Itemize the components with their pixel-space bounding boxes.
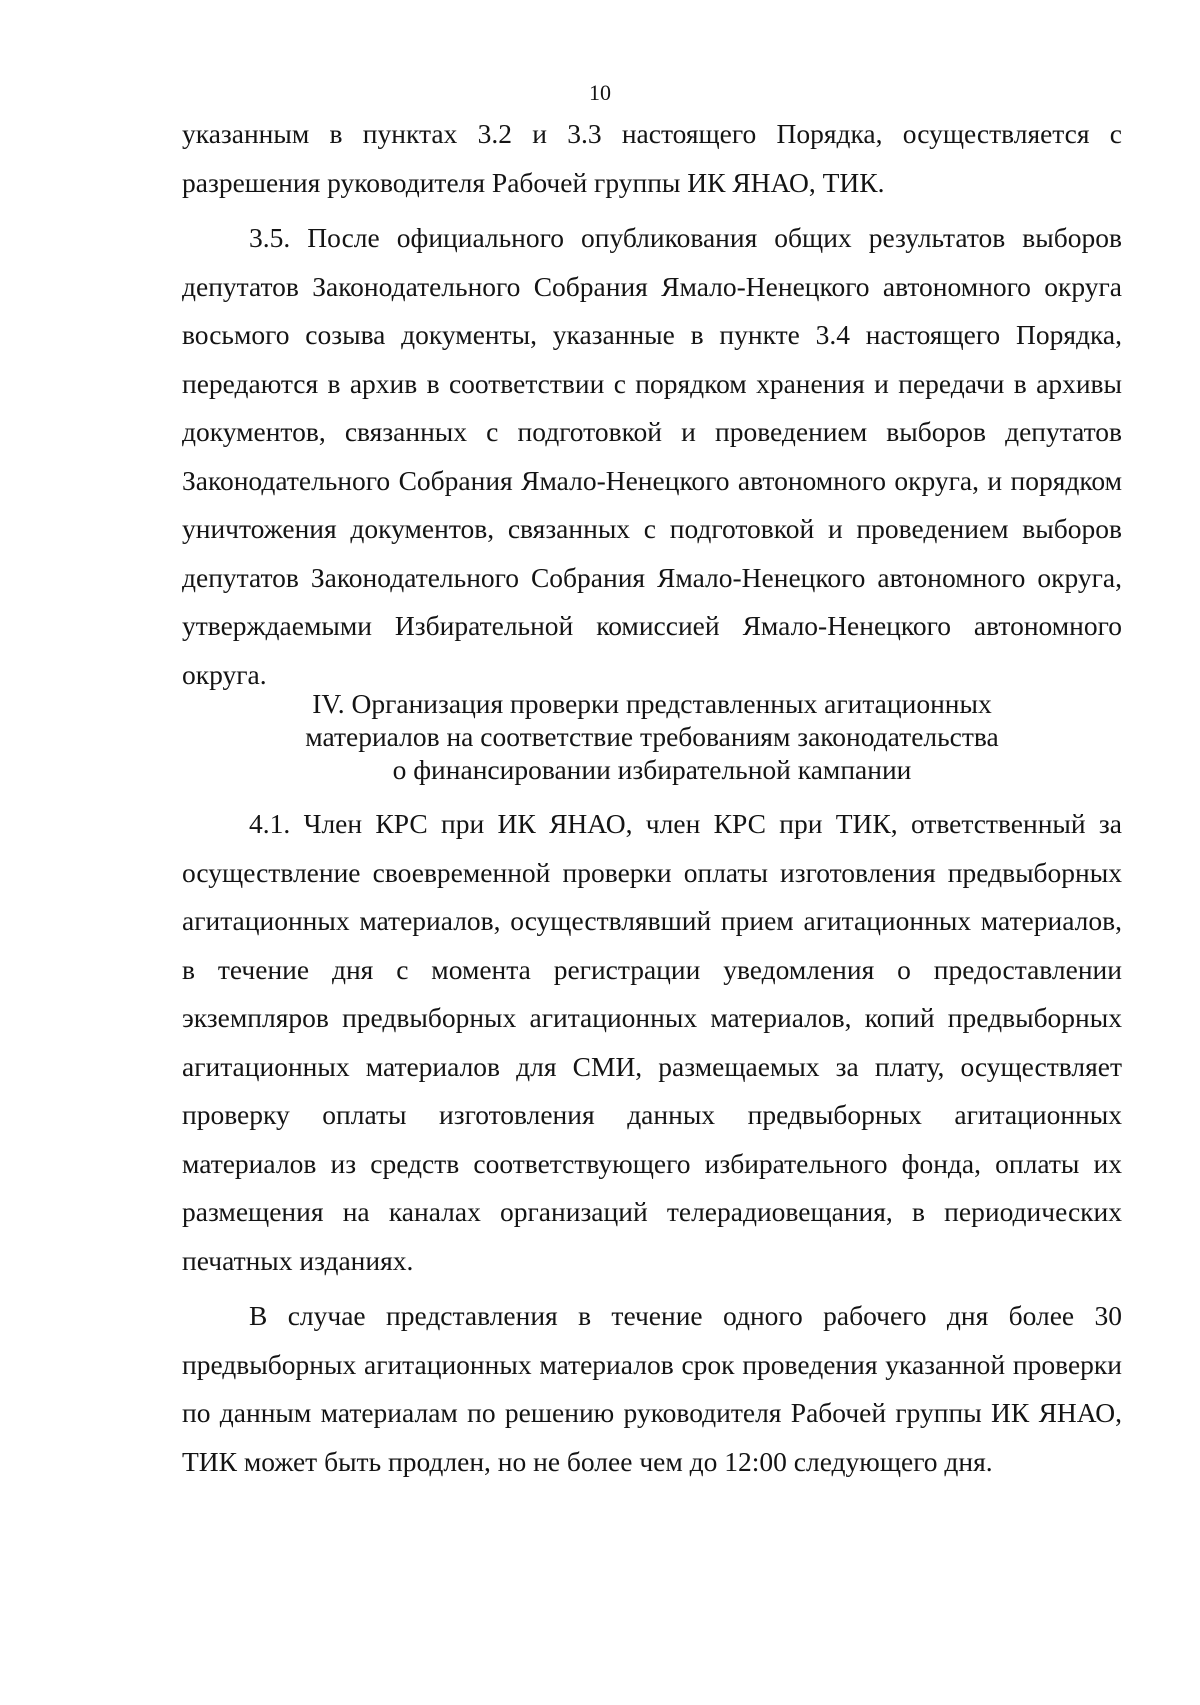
section-4-text — [182, 800, 1122, 1486]
section-heading — [182, 687, 1122, 786]
section-heading-line-3: о финансировании избирательной кампании — [392, 754, 912, 785]
section-heading-line-2: материалов на соответствие требованиям законодательства — [305, 721, 999, 752]
paragraph-4-1: 4.1. Член КРС при ИК ЯНАО, член КРС при ТИК, ответственный за осуществление своевременной проверки оплаты изготовления предвыборных агитационных материалов, осуществлявший прием агитационных материалов, в течение дня с момента регистрации уведомления о предоставлении экземпляров предвыборных агитационных материалов, копий предвыборных агитационных материалов для СМИ, размещаемых за плату, осуществляет проверку оплаты изготовления данных предвыборных агитационных материалов из средств соответствующего избирательного фонда, оплаты их размещения на каналах организаций телерадиовещания, в периодических печатных изданиях. — [182, 808, 1122, 1276]
paragraph-continuation: указанным в пунктах 3.2 и 3.3 настоящего Порядка, осуществляется с разрешения руководителя Рабочей группы ИК ЯНАО, ТИК. — [182, 118, 1122, 198]
paragraph-3-5: 3.5. После официального опубликования общих результатов выборов депутатов Законодательного Собрания Ямало-Ненецкого автономного округа восьмого созыва документы, указанные в пункте 3.4 настоящего Порядка, передаются в архив в соответствии с порядком хранения и передачи в архивы документов, связанных с подготовкой и проведением выборов депутатов Законодательного Собрания Ямало-Ненецкого автономного округа, и порядком уничтожения документов, связанных с подготовкой и проведением выборов депутатов Законодательного Собрания Ямало-Ненецкого автономного округа, утверждаемыми Избирательной комиссией Ямало-Ненецкого автономного округа. — [182, 222, 1122, 690]
page-number: 10 — [589, 80, 611, 105]
section-3-text — [182, 110, 1122, 699]
paragraph-extension: В случае представления в течение одного рабочего дня более 30 предвыборных агитационных материалов срок проведения указанной проверки по данным материалам по решению руководителя Рабочей группы ИК ЯНАО, ТИК может быть продлен, но не более чем до 12:00 следующего дня. — [182, 1300, 1122, 1477]
section-heading-line-1: IV. Организация проверки представленных агитационных — [312, 688, 992, 719]
